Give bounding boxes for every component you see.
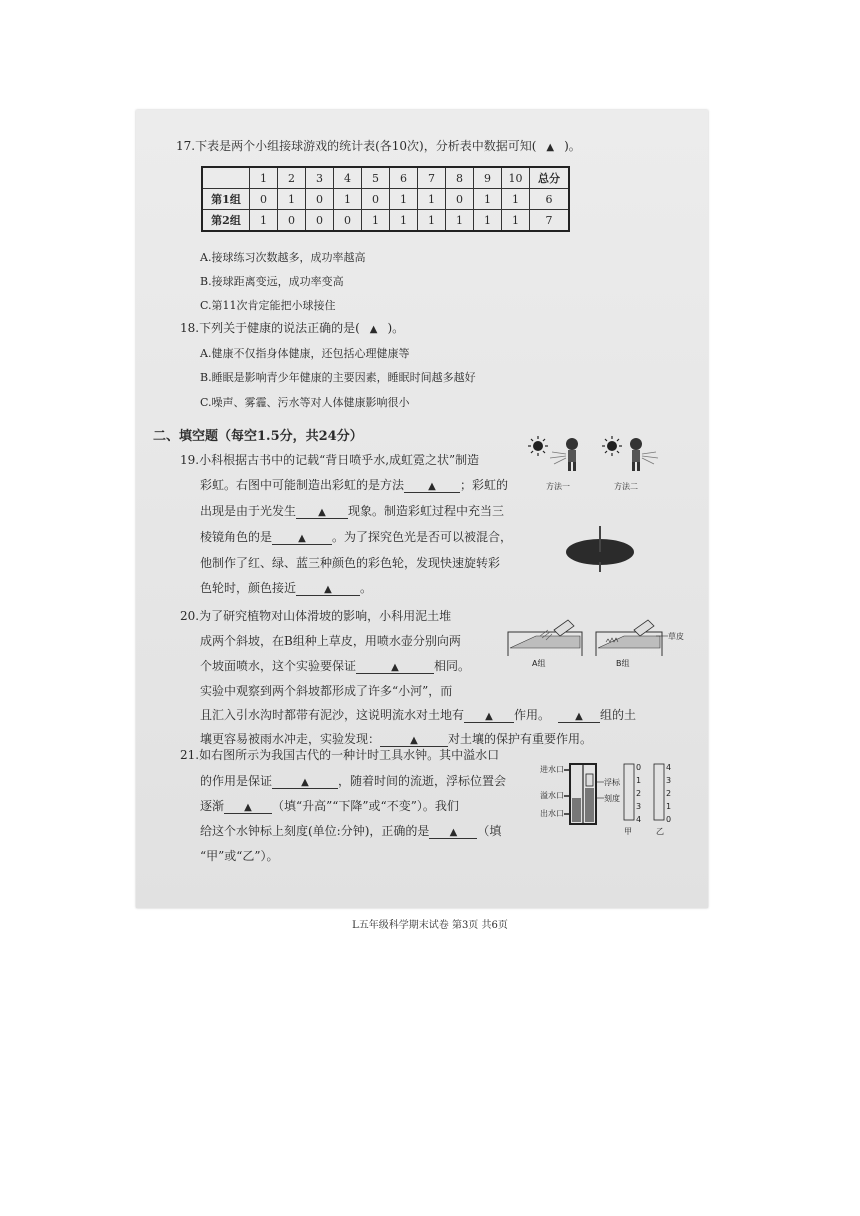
q18-stem: 18.下列关于健康的说法正确的是( ▲ )。 [180,321,405,335]
yi-label: 乙 [656,827,664,836]
table-header-cell: 总分 [530,167,570,189]
watering-can-icon [554,620,574,636]
q19-line-3: 出现是由于光发生 ▲ 现象。制造彩虹过程中充当三 [200,504,505,518]
table-header-cell: 7 [418,167,446,189]
table-cell: 1 [390,210,418,232]
scale-label: 刻度 [604,794,620,803]
q21-line-4: 给这个水钟标上刻度(单位:分钟)，正确的是 ▲ （填 [200,824,502,838]
table-row [202,210,569,232]
color-wheel-figure [562,522,642,578]
water-clock [564,764,596,824]
grass-label: 草皮 [668,632,684,641]
table-row [202,189,569,210]
q20-line-5: 且汇入引水沟时都带有泥沙，这说明流水对土地有 ▲ 作用。 ▲ 组的土 [200,708,637,722]
q21-line-5: “甲”或“乙”）。 [200,849,279,863]
svg-text:3: 3 [666,776,672,785]
row-label-cell: 第1组 [202,189,250,210]
table-cell: 0 [334,210,362,232]
table-cell: 1 [418,210,446,232]
group-a-label: A组 [532,659,546,668]
table-cell: 0 [306,210,334,232]
child-spraying-icon [630,438,658,471]
blank: ▲ [296,582,360,596]
table-cell: 1 [278,189,306,210]
group-b-label: B组 [616,659,630,668]
table-header-cell: 10 [502,167,530,189]
table-cell: 6 [530,189,570,210]
blank: ▲ [272,775,338,789]
slope-b [596,620,668,656]
method-2-label: 方法二 [614,482,638,491]
table-header-cell: 4 [334,167,362,189]
scale-jia [624,763,641,836]
table-cell: 1 [334,189,362,210]
overflow-label: 溢水口 [540,791,564,800]
svg-text:4: 4 [636,815,642,824]
q18-option-a: A.健康不仅指身体健康，还包括心理健康等 [200,347,410,360]
q19-line-1: 19.小科根据古书中的记载“背日喷乎水,成虹霓之状”制造 [180,453,480,467]
table-cell: 1 [418,189,446,210]
q20-line-2: 成两个斜坡，在B组种上草皮，用喷水壶分别向两 [200,634,461,648]
q17-stem: 17.下表是两个小组接球游戏的统计表(各10次)，分析表中数据可知( ▲ )。 [176,139,581,153]
blank: ▲ [356,660,434,674]
blank: ▲ [272,531,332,545]
water-clock-figure [540,758,690,838]
svg-text:2: 2 [636,789,642,798]
table-cell: 0 [306,189,334,210]
svg-text:1: 1 [636,776,642,785]
table-cell: 1 [446,210,474,232]
q17-option-c: C.第11次肯定能把小球接住 [200,299,336,312]
float-icon [586,774,593,786]
blank: ▲ [464,709,514,723]
q19-line-6: 色轮时，颜色接近 ▲ 。 [200,581,373,595]
q20-line-6: 壤更容易被雨水冲走，实验发现： ▲ 对土壤的保护有重要作用。 [200,732,593,746]
inlet-label: 进水口 [540,765,564,774]
q19-line-5: 他制作了红、绿、蓝三种颜色的彩色轮，发现快速旋转彩 [200,556,501,570]
q21-line-2: 的作用是保证 ▲ ，随着时间的流逝，浮标位置会 [200,774,507,788]
q18-option-c: C.噪声、雾霾、污水等对人体健康影响很小 [200,396,410,409]
svg-text:3: 3 [636,802,642,811]
table-header-cell: 8 [446,167,474,189]
q20-line-1: 20.为了研究植物对山体滑坡的影响，小科用泥土堆 [180,609,452,623]
blank: ▲ [296,505,348,519]
svg-text:2: 2 [666,789,672,798]
blank: ▲ [404,479,460,493]
blank: ▲ [429,825,477,839]
q17-option-a: A.接球练习次数越多，成功率越高 [200,251,366,264]
table-header-cell: 9 [474,167,502,189]
method-1-label: 方法一 [546,482,570,491]
q19-rainbow-figure [526,434,676,494]
svg-text:4: 4 [666,763,672,772]
table-header-cell [202,167,250,189]
table-header-cell: 5 [362,167,390,189]
page-footer: L五年级科学期末试卷 第3页 共6页 [352,920,508,931]
svg-text:0: 0 [636,763,642,772]
table-header-cell: 6 [390,167,418,189]
answer-mark: ▲ [546,142,555,153]
table-cell: 1 [250,210,278,232]
svg-text:1: 1 [666,802,672,811]
slope-a [508,620,582,656]
q20-slope-figure [506,614,686,674]
table-cell: 0 [250,189,278,210]
jia-label: 甲 [624,827,632,836]
q17-option-b: B.接球距离变远，成功率变高 [200,275,344,288]
table-cell: 0 [446,189,474,210]
float-label: 浮标 [604,778,620,787]
table-cell: 1 [502,210,530,232]
table-cell: 1 [474,189,502,210]
blank: ▲ [558,709,600,723]
table-cell: 0 [278,210,306,232]
scale-yi [654,763,671,836]
table-header-cell: 1 [250,167,278,189]
q20-line-4: 实验中观察到两个斜坡都形成了许多“小河”，而 [200,684,453,698]
sun-icon [528,436,548,456]
q20-line-3: 个坡面喷水，这个实验要保证 ▲ 相同。 [200,659,471,673]
section-heading: 二、填空题（每空1.5分，共24分） [153,429,363,444]
table-cell: 1 [362,210,390,232]
blank: ▲ [380,733,448,747]
child-spraying-icon [550,438,578,471]
answer-mark: ▲ [369,324,378,335]
table-cell: 7 [530,210,570,232]
outlet-label: 出水口 [540,809,564,818]
table-header-cell: 2 [278,167,306,189]
watering-can-icon [634,620,654,636]
score-table [201,166,570,232]
table-cell: 1 [474,210,502,232]
q18-option-b: B.睡眠是影响青少年健康的主要因素，睡眠时间越多越好 [200,371,476,384]
table-header-cell: 3 [306,167,334,189]
row-label-cell: 第2组 [202,210,250,232]
table-cell: 1 [502,189,530,210]
svg-text:0: 0 [666,815,672,824]
q21-line-3: 逐渐 ▲ （填“升高”“下降”或“不变”）。我们 [200,799,459,813]
q19-line-2: 彩虹。右图中可能制造出彩虹的是方法 ▲ ；彩虹的 [200,478,509,492]
sun-icon [602,436,622,456]
table-cell: 1 [390,189,418,210]
blank: ▲ [224,800,272,814]
table-cell: 0 [362,189,390,210]
table-header-row [202,167,569,189]
q21-line-1: 21.如右图所示为我国古代的一种计时工具水钟。其中溢水口 [180,748,500,762]
q19-line-4: 棱镜角色的是 ▲ 。为了探究色光是否可以被混合， [200,530,513,544]
